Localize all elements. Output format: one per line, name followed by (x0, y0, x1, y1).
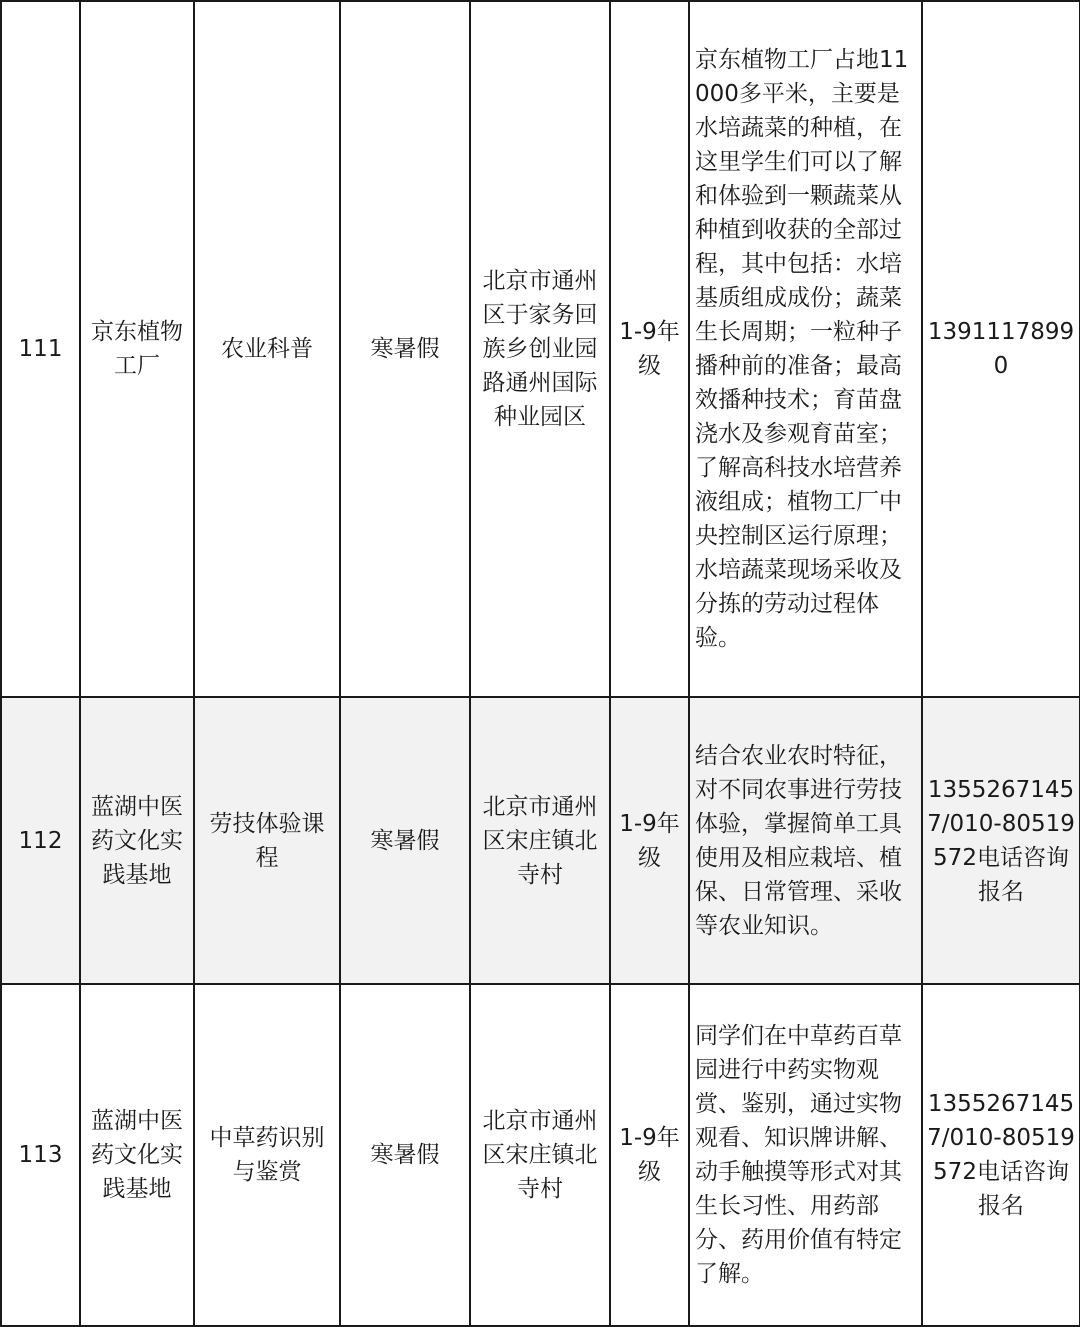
grade-range: 1-9年级 (610, 1, 689, 697)
address: 北京市通州区宋庄镇北寺村 (470, 697, 610, 984)
course-category: 中草药识别与鉴赏 (194, 984, 340, 1326)
course-description: 结合农业农时特征，对不同农事进行劳技体验，掌握简单工具使用及相应栽培、植保、日常管理、采收等农业知识。 (689, 697, 922, 984)
row-number: 111 (1, 1, 80, 697)
base-name: 蓝湖中医药文化实践基地 (80, 984, 194, 1326)
table-row (1, 697, 1080, 984)
base-name: 京东植物工厂 (80, 1, 194, 697)
row-number: 112 (1, 697, 80, 984)
course-category: 劳技体验课程 (194, 697, 340, 984)
address: 北京市通州区于家务回族乡创业园路通州国际种业园区 (470, 1, 610, 697)
course-description: 京东植物工厂占地11000多平米，主要是水培蔬菜的种植，在这里学生们可以了解和体验到一颗蔬菜从种植到收获的全部过程，其中包括：水培基质组成成份；蔬菜生长周期；一粒种子播种前的准备；最高效播种技术；育苗盘浇水及参观育苗室；了解高科技水培营养液组成；植物工厂中央控制区运行原理；水培蔬菜现场采收及分拣的劳动过程体验。 (689, 1, 922, 697)
contact-info: 13911178990 (922, 1, 1080, 697)
contact-info: 13552671457/010-80519572电话咨询报名 (922, 984, 1080, 1326)
open-period: 寒暑假 (340, 1, 470, 697)
base-name: 蓝湖中医药文化实践基地 (80, 697, 194, 984)
course-description: 同学们在中草药百草园进行中药实物观赏、鉴别，通过实物观看、知识牌讲解、动手触摸等形式对其生长习性、用药部分、药用价值有特定了解。 (689, 984, 922, 1326)
table-row (1, 984, 1080, 1326)
open-period: 寒暑假 (340, 697, 470, 984)
open-period: 寒暑假 (340, 984, 470, 1326)
grade-range: 1-9年级 (610, 697, 689, 984)
row-number: 113 (1, 984, 80, 1326)
address: 北京市通州区宋庄镇北寺村 (470, 984, 610, 1326)
grade-range: 1-9年级 (610, 984, 689, 1326)
table-row (1, 1, 1080, 697)
contact-info: 13552671457/010-80519572电话咨询报名 (922, 697, 1080, 984)
course-category: 农业科普 (194, 1, 340, 697)
